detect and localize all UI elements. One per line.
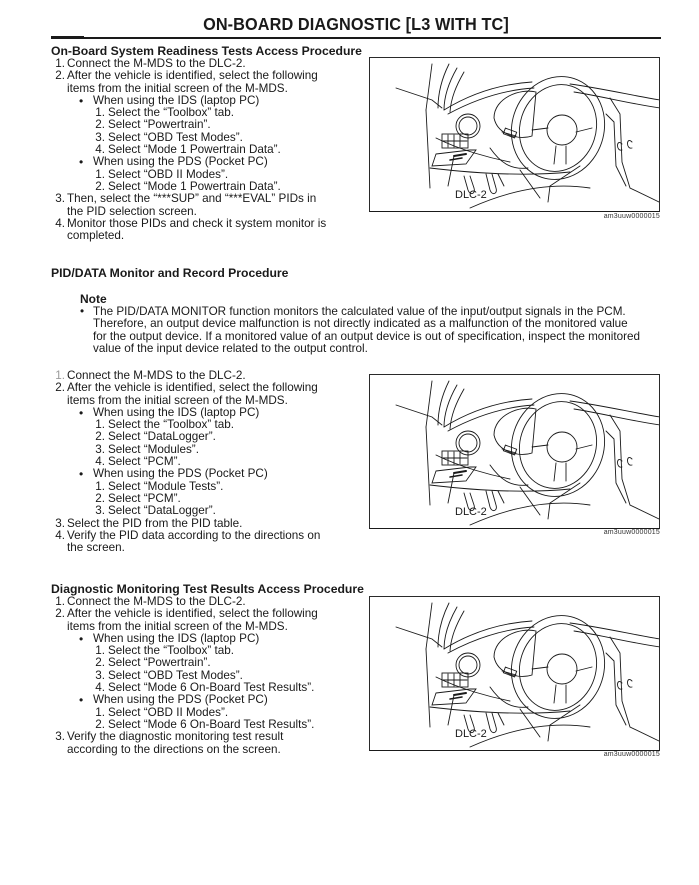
dlc2-location-figure: [369, 374, 660, 529]
list-marker: 4.: [55, 528, 65, 542]
list-item-line: [51, 431, 371, 443]
switch-panel: [442, 673, 468, 687]
list-item-text: the screen.: [67, 541, 125, 555]
list-marker: 4.: [95, 143, 105, 157]
list-marker: 2.: [95, 179, 105, 193]
list-item-text: When using the IDS (laptop PC): [93, 631, 260, 645]
note-block: [80, 293, 680, 355]
list-marker: 1.: [95, 167, 105, 181]
list-item-text: After the vehicle is identified, select the following: [67, 607, 318, 621]
procedure-steps: [51, 58, 371, 242]
cc-vents: [618, 140, 633, 150]
dash-top: [444, 399, 659, 431]
list-marker: •: [79, 467, 84, 482]
section-pid-data-monitor: [51, 266, 371, 280]
list-item-line: [51, 744, 371, 756]
list-item-text: After the vehicle is identified, select the following: [67, 381, 318, 395]
dlc2-label: DLC-2: [455, 728, 487, 740]
list-marker: 2.: [95, 118, 105, 132]
list-marker: 3.: [55, 730, 65, 744]
list-marker: •: [79, 155, 84, 170]
figure-caption: am3uuw0000015: [603, 751, 660, 758]
list-item-text: according to the directions on the screen.: [67, 742, 281, 756]
list-item-text: Select “PCM”.: [108, 455, 181, 469]
list-marker: 3.: [95, 130, 105, 144]
switch-panel: [442, 134, 468, 148]
list-item-text: Select “OBD II Modes”.: [108, 167, 229, 181]
list-item-text: Select “DataLogger”.: [108, 504, 216, 518]
list-item-text: items from the initial screen of the M-MDS.: [67, 393, 288, 407]
list-item-text: Then, select the “***SUP” and “***EVAL” PIDs in: [67, 192, 317, 206]
list-marker: 3.: [95, 504, 105, 518]
list-item-text: Select “Mode 1 Powertrain Data”.: [108, 143, 281, 157]
list-marker: •: [79, 693, 84, 708]
dash-top: [444, 621, 659, 653]
list-marker: •: [79, 405, 84, 420]
list-marker: 1.: [55, 595, 65, 608]
dlc2-location-figure: [369, 57, 660, 212]
list-item-text: Select “OBD Test Modes”.: [108, 668, 243, 682]
list-item-text: items from the initial screen of the M-MDS.: [67, 619, 288, 633]
list-item-text: Select “Modules”.: [108, 442, 199, 456]
list-item-text: Connect the M-MDS to the DLC-2.: [67, 57, 246, 70]
list-marker: 1.: [55, 57, 65, 70]
section-readiness-tests: [51, 44, 371, 242]
dlc2-label: DLC-2: [455, 189, 487, 201]
list-marker: 2.: [55, 607, 65, 621]
list-marker: 2.: [95, 656, 105, 670]
dlc2-label: DLC-2: [455, 506, 487, 518]
section-heading: Diagnostic Monitoring Test Results Access Procedure: [51, 582, 364, 596]
note-text: value of the input device related to the output control.: [93, 341, 368, 355]
list-item-text: When using the IDS (laptop PC): [93, 405, 260, 419]
list-marker: 2.: [95, 491, 105, 505]
list-item-line: [51, 542, 371, 554]
list-item-text: completed.: [67, 229, 125, 243]
list-marker: 1.: [95, 106, 105, 120]
list-item-text: When using the IDS (laptop PC): [93, 93, 260, 107]
section-heading: PID/DATA Monitor and Record Procedure: [51, 266, 289, 280]
figure-caption: am3uuw0000015: [603, 213, 660, 220]
section-pid-data-steps: [51, 370, 371, 554]
section-heading: On-Board System Readiness Tests Access Procedure: [51, 44, 362, 58]
list-marker: 4.: [55, 216, 65, 230]
list-item-text: Select “Powertrain”.: [108, 656, 211, 670]
note-text: Therefore, an output device malfunction is not directly indicated as a malfunction of the monitored value: [93, 317, 628, 331]
cc-vents: [618, 457, 633, 467]
gauge-cluster: [494, 630, 536, 677]
dash-top: [444, 82, 659, 114]
list-item-text: Verify the PID data according to the directions on: [67, 528, 321, 542]
list-marker: 1.: [95, 705, 105, 719]
bullet-marker: •: [80, 305, 85, 318]
list-item-text: Select “Powertrain”.: [108, 118, 211, 132]
gauge-cluster: [494, 408, 536, 455]
gauge-cluster: [494, 91, 536, 138]
list-item-text: Select the “Toolbox” tab.: [108, 644, 235, 658]
list-marker: 2.: [95, 430, 105, 444]
list-item-text: Select “PCM”.: [108, 491, 181, 505]
list-marker: 3.: [95, 668, 105, 682]
page-title: ON-BOARD DIAGNOSTIC [L3 WITH TC]: [203, 14, 509, 34]
list-marker: 2.: [55, 381, 65, 395]
cc-vents: [618, 679, 633, 689]
note-title: Note: [80, 292, 107, 306]
section-monitoring-test-results: [51, 582, 371, 756]
list-marker: •: [79, 93, 84, 108]
list-item-text: the PID selection screen.: [67, 204, 197, 218]
note-text: for the output device. If a monitored value of an output device is out of specification, inspect the monitored: [93, 329, 641, 343]
list-item-text: Select “Module Tests”.: [108, 479, 224, 493]
list-item-text: Select “OBD II Modes”.: [108, 705, 229, 719]
figure-caption: am3uuw0000015: [603, 529, 660, 536]
list-item-text: Connect the M-MDS to the DLC-2.: [67, 595, 246, 608]
list-item-text: Verify the diagnostic monitoring test result: [67, 730, 284, 744]
list-item-text: Select “Mode 6 On-Board Test Results”.: [108, 717, 315, 731]
list-marker: 4.: [95, 455, 105, 469]
note-line: [80, 343, 680, 355]
list-item-line: [51, 230, 371, 242]
list-item-text: When using the PDS (Pocket PC): [93, 155, 268, 169]
list-marker: 1.: [95, 644, 105, 658]
list-item-text: items from the initial screen of the M-MDS.: [67, 81, 288, 95]
list-item-text: Connect the M-MDS to the DLC-2.: [67, 369, 246, 382]
list-marker: 3.: [55, 516, 65, 530]
list-item-text: Select “DataLogger”.: [108, 430, 216, 444]
list-marker: 1.: [55, 369, 65, 382]
list-marker: 2.: [55, 69, 65, 83]
list-item-text: Select “Mode 1 Powertrain Data”.: [108, 179, 281, 193]
list-marker: 2.: [95, 717, 105, 731]
list-item-text: Select the PID from the PID table.: [67, 516, 243, 530]
list-item-text: Select the “Toolbox” tab.: [108, 106, 235, 120]
list-item-text: Select “OBD Test Modes”.: [108, 130, 243, 144]
list-marker: 3.: [55, 192, 65, 206]
list-item-text: When using the PDS (Pocket PC): [93, 693, 268, 707]
dlc2-location-figure: [369, 596, 660, 751]
note-body: [80, 306, 680, 355]
list-marker: 1.: [95, 418, 105, 432]
list-item-text: When using the PDS (Pocket PC): [93, 467, 268, 481]
list-marker: 4.: [95, 681, 105, 695]
title-rule: [51, 37, 661, 39]
procedure-steps: [51, 596, 371, 756]
list-marker: •: [79, 631, 84, 646]
note-text: The PID/DATA MONITOR function monitors the calculated value of the input/output signals in the PCM.: [93, 305, 626, 318]
switch-panel: [442, 451, 468, 465]
list-marker: 3.: [95, 442, 105, 456]
list-marker: 1.: [95, 479, 105, 493]
procedure-steps: [51, 370, 371, 554]
list-item-text: Monitor those PIDs and check it system monitor is: [67, 216, 327, 230]
list-item-text: Select “Mode 6 On-Board Test Results”.: [108, 681, 315, 695]
list-item-text: Select the “Toolbox” tab.: [108, 418, 235, 432]
list-item-text: After the vehicle is identified, select the following: [67, 69, 318, 83]
